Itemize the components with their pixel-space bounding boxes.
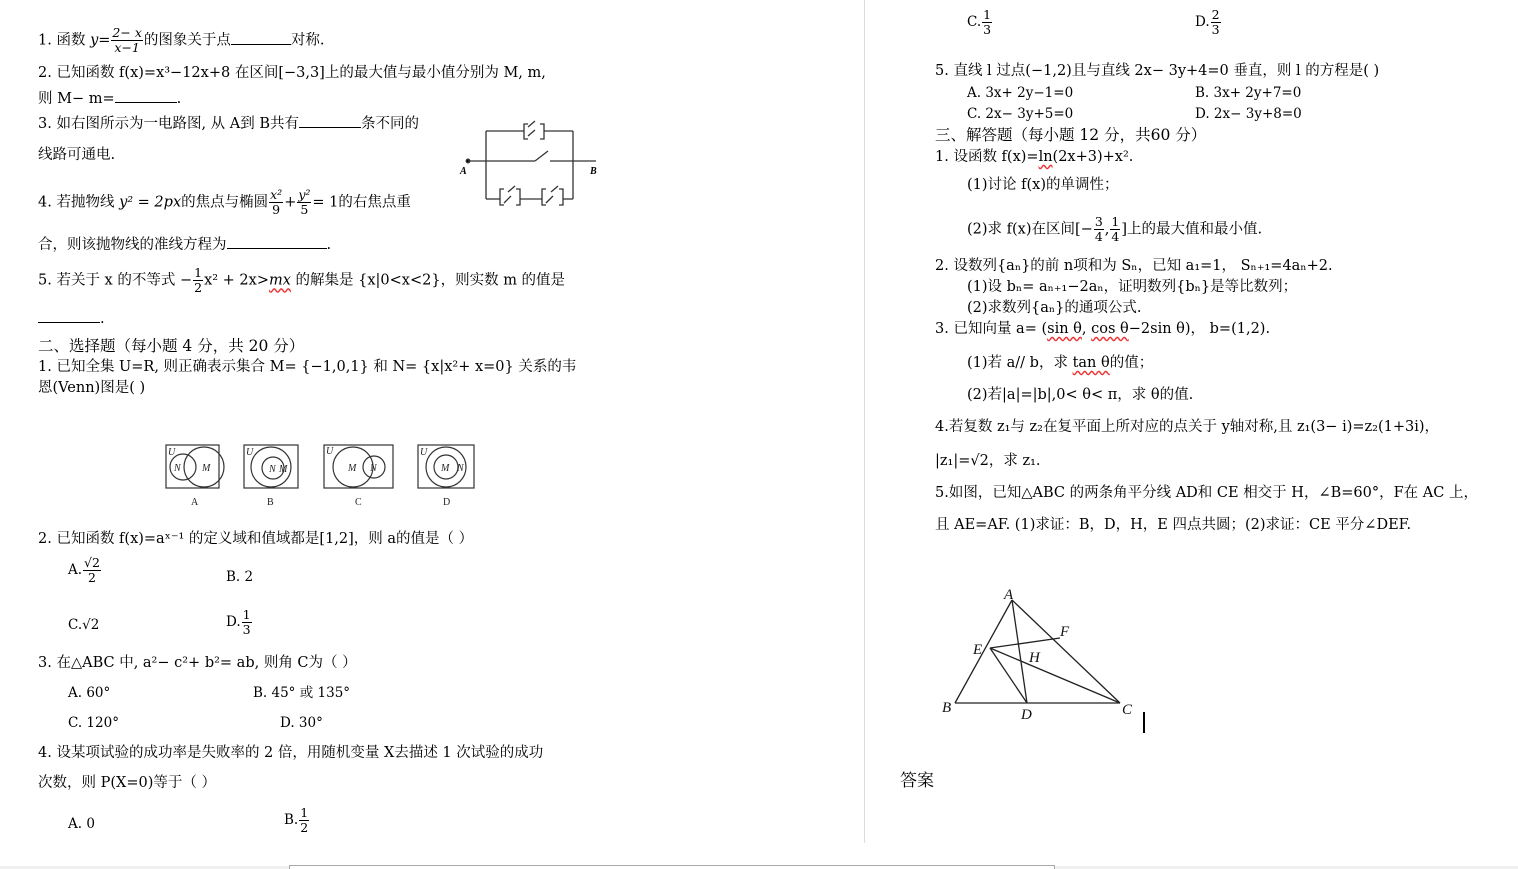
question-text: 的值； bbox=[1109, 355, 1154, 371]
answer-question-2: 2. 设数列{aₙ}的前 n项和为 Sₙ，已知 a₁=1， Sₙ₊₁=4aₙ+2. bbox=[935, 258, 1333, 274]
mc-2-option-a bbox=[68, 556, 102, 585]
venn-n-label: N bbox=[457, 463, 464, 474]
question-text: 的解集是 {x|0<x<2}，则实数 m 的值是 bbox=[290, 272, 566, 289]
fraction bbox=[1110, 215, 1120, 244]
fraction bbox=[1094, 215, 1104, 244]
question-text: (1)若 a// b，求 bbox=[967, 355, 1073, 371]
option-label: D. bbox=[226, 614, 241, 630]
option-label: D. bbox=[1195, 14, 1210, 30]
question-text: 1. 设函数 f(x)= bbox=[935, 149, 1039, 165]
mc-3-option-c: C. 120° bbox=[68, 715, 119, 731]
right-page bbox=[865, 0, 1518, 845]
venn-u-label: U bbox=[420, 447, 428, 458]
answer-question-3-part2: (2)若|a|=|b|,0< θ< π，求 θ的值. bbox=[967, 387, 1194, 403]
fraction-denominator: 4 bbox=[1094, 229, 1103, 244]
fill-question-2 bbox=[38, 64, 546, 82]
spellcheck-word: mx bbox=[268, 272, 291, 289]
fraction-numerator: 1 bbox=[242, 607, 251, 622]
mc-question-1-line2: 恩(Venn)图是( ) bbox=[38, 380, 146, 396]
venn-m-label: M bbox=[441, 463, 450, 474]
question-text: , bbox=[1104, 221, 1110, 238]
fraction-denominator: 4 bbox=[1111, 229, 1120, 244]
question-text: 已知函数 f(x)=x³−12x+8 在区间[−3,3]上的最大值与最小值分别为 M, m, bbox=[56, 65, 546, 81]
mc-3-option-a: A. 60° bbox=[68, 685, 111, 701]
mc-2-option-b: B. 2 bbox=[226, 569, 254, 585]
mc-4-option-d bbox=[1195, 8, 1222, 37]
fraction-denominator: 3 bbox=[983, 22, 992, 37]
fraction-denominator: 3 bbox=[1211, 22, 1220, 37]
question-number: 3. bbox=[38, 116, 52, 132]
mc-5-option-d: D. 2x− 3y+8=0 bbox=[1195, 106, 1302, 122]
math-var: y bbox=[90, 32, 99, 49]
question-text: 若关于 x 的不等式 − bbox=[56, 272, 193, 289]
fraction-numerator: x² bbox=[270, 187, 283, 202]
question-text: . bbox=[176, 91, 182, 107]
mc-2-option-d bbox=[226, 608, 253, 637]
fill-question-5-line2 bbox=[38, 310, 105, 328]
fraction bbox=[83, 556, 101, 585]
fraction bbox=[269, 188, 283, 217]
question-text: 线路可通电. bbox=[38, 147, 116, 163]
math-expression: x² + 2x> bbox=[204, 272, 269, 289]
vertex-label-b: B bbox=[942, 700, 952, 716]
section-3-heading: 三、解答题（每小题 12 分，共60 分） bbox=[935, 126, 1207, 144]
vertex-label-c: C bbox=[1122, 702, 1133, 718]
venn-option-d: D bbox=[443, 497, 451, 508]
question-text: (2x+3)+x². bbox=[1052, 149, 1134, 165]
question-text: 若抛物线 bbox=[56, 194, 120, 211]
question-number: 5. bbox=[38, 272, 52, 289]
spellcheck-word: tan θ bbox=[1072, 355, 1110, 371]
fraction-numerator: y² bbox=[298, 187, 311, 202]
fraction-numerator: 1 bbox=[194, 265, 203, 280]
venn-option-a: A bbox=[191, 497, 199, 508]
fraction-numerator: 1 bbox=[300, 805, 309, 820]
venn-m-label: M bbox=[279, 464, 288, 475]
mc-question-3: 3. 在△ABC 中, a²− c²+ b²= ab, 则角 C为（ ） bbox=[38, 655, 357, 671]
question-number: 2. bbox=[38, 65, 52, 81]
math-expression: = 1 bbox=[312, 194, 339, 211]
venn-n-label: N bbox=[174, 463, 181, 474]
spellcheck-word: cos θ bbox=[1091, 321, 1129, 337]
circuit-label-b: B bbox=[590, 166, 597, 177]
question-text: −2sin θ)， b=(1,2). bbox=[1128, 321, 1271, 337]
answer-blank bbox=[231, 32, 291, 45]
answer-blank bbox=[227, 236, 327, 249]
answer-question-5-line2: 且 AE=AF. (1)求证：B，D，H，E 四点共圆；(2)求证：CE 平分∠DEF. bbox=[935, 517, 1412, 533]
answer-heading: 答案 bbox=[900, 771, 934, 791]
question-text: 条不同的 bbox=[361, 116, 420, 132]
question-text: . bbox=[100, 311, 105, 327]
fraction bbox=[297, 188, 311, 217]
mc-5-option-b: B. 3x+ 2y+7=0 bbox=[1195, 85, 1302, 101]
mc-question-5: 5. 直线 l 过点(−1,2)且与直线 2x− 3y+4=0 垂直，则 l 的方程是( ) bbox=[935, 63, 1380, 79]
fraction bbox=[111, 26, 142, 55]
question-number: 1. bbox=[38, 32, 52, 49]
question-text: 合，则该抛物线的准线方程为 bbox=[38, 237, 227, 253]
horizontal-scrollbar-thumb[interactable] bbox=[289, 865, 1055, 869]
fill-question-4-line2 bbox=[38, 236, 331, 254]
mc-question-1: 1. 已知全集 U=R, 则正确表示集合 M= {−1,0,1} 和 N= {x|x²+ x=0} 关系的韦 bbox=[38, 359, 577, 375]
fraction-denominator: x−1 bbox=[114, 40, 140, 55]
fill-question-3 bbox=[38, 115, 419, 133]
answer-question-5: 5.如图，已知△ABC 的两条角平分线 AD和 CE 相交于 H，∠B=60°，F在 AC 上， bbox=[935, 485, 1478, 501]
question-text: 的焦点与椭圆 bbox=[181, 194, 269, 211]
answer-question-2-part2: (2)求数列{aₙ}的通项公式. bbox=[967, 300, 1142, 316]
fraction-denominator: 5 bbox=[300, 202, 309, 217]
fraction bbox=[193, 266, 203, 295]
math-expression: y² = 2px bbox=[119, 194, 182, 211]
fraction-numerator: 1 bbox=[983, 7, 992, 22]
circuit-label-a: A bbox=[460, 166, 467, 177]
answer-blank bbox=[115, 90, 177, 103]
fraction-denominator: 2 bbox=[300, 820, 309, 835]
venn-m-label: M bbox=[348, 463, 357, 474]
vertex-label-f: F bbox=[1060, 624, 1070, 640]
question-text: , bbox=[1081, 321, 1092, 337]
question-number: 4. bbox=[38, 194, 52, 211]
mc-question-4: 4. 设某项试验的成功率是失败率的 2 倍，用随机变量 X去描述 1 次试验的成功 bbox=[38, 745, 544, 761]
answer-blank bbox=[38, 310, 100, 323]
triangle-figure bbox=[935, 585, 1165, 725]
section-2-heading: 二、选择题（每小题 4 分，共 20 分） bbox=[38, 337, 305, 355]
question-text: (2)求 f(x)在区间[− bbox=[967, 221, 1093, 238]
mc-4-option-b bbox=[284, 806, 310, 835]
vertex-label-a: A bbox=[1004, 587, 1014, 603]
venn-m-label: M bbox=[202, 463, 211, 474]
fraction-numerator: 3 bbox=[1094, 214, 1103, 229]
text-cursor bbox=[1143, 712, 1145, 733]
fraction-numerator: 2 bbox=[1211, 7, 1220, 22]
mc-3-option-b: B. 45° 或 135° bbox=[253, 685, 351, 701]
question-text: 的右焦点重 bbox=[338, 194, 411, 211]
question-text: 的图象关于点 bbox=[143, 32, 231, 49]
math-op: + bbox=[284, 194, 297, 211]
circuit-diagram bbox=[458, 116, 603, 214]
venn-u-label: U bbox=[246, 447, 254, 458]
mc-3-option-d: D. 30° bbox=[280, 715, 323, 731]
mc-question-2: 2. 已知函数 f(x)=aˣ⁻¹ 的定义域和值域都是[1,2]，则 a的值是（ ） bbox=[38, 531, 474, 547]
fraction-numerator: 1 bbox=[1111, 214, 1120, 229]
question-text: 3. 已知向量 a= ( bbox=[935, 321, 1048, 337]
spellcheck-word: ln bbox=[1038, 149, 1053, 165]
venn-option-b: B bbox=[267, 497, 274, 508]
answer-question-4: 4.若复数 z₁与 z₂在复平面上所对应的点关于 y轴对称,且 z₁(3− i)=z₂(1+3i)， bbox=[935, 419, 1440, 435]
question-text: 函数 bbox=[56, 32, 91, 49]
question-text: 对称. bbox=[290, 32, 325, 49]
question-text: 如右图所示为一电路图, 从 A到 B共有 bbox=[56, 116, 300, 132]
fill-question-2-line2 bbox=[38, 90, 181, 108]
fraction-denominator: 9 bbox=[272, 202, 281, 217]
question-text: ]上的最大值和最小值. bbox=[1121, 221, 1263, 238]
fraction-denominator: 2 bbox=[88, 570, 96, 585]
fraction-numerator: 2− x bbox=[112, 25, 142, 40]
mc-5-option-a: A. 3x+ 2y−1=0 bbox=[967, 85, 1074, 101]
answer-question-3-part1 bbox=[967, 354, 1153, 372]
fraction bbox=[982, 8, 992, 37]
math-eq: = bbox=[98, 32, 111, 49]
fraction-denominator: 3 bbox=[242, 622, 251, 637]
venn-n-label: N bbox=[269, 464, 276, 475]
vertex-label-h: H bbox=[1029, 650, 1040, 666]
mc-question-4-line2: 次数，则 P(X=0)等于（ ） bbox=[38, 775, 216, 791]
fraction-denominator: 2 bbox=[194, 280, 203, 295]
answer-question-1 bbox=[935, 148, 1133, 166]
answer-blank bbox=[299, 115, 361, 128]
fraction bbox=[242, 608, 252, 637]
option-label: B. bbox=[284, 812, 299, 828]
option-label: A. bbox=[68, 562, 83, 578]
venn-u-label: U bbox=[326, 446, 334, 457]
question-text: 则 M− m= bbox=[38, 91, 115, 107]
answer-question-2-part1: (1)设 bₙ= aₙ₊₁−2aₙ，证明数列{bₙ}是等比数列； bbox=[967, 279, 1298, 295]
mc-5-option-c: C. 2x− 3y+5=0 bbox=[967, 106, 1074, 122]
answer-question-4-line2: |z₁|=√2，求 z₁. bbox=[935, 453, 1041, 469]
answer-question-1-part2 bbox=[967, 215, 1262, 244]
fill-question-3-line2 bbox=[38, 146, 115, 164]
venn-u-label: U bbox=[168, 447, 176, 458]
mc-4-option-a: A. 0 bbox=[68, 816, 95, 832]
mc-2-option-c bbox=[68, 616, 99, 634]
fill-question-4 bbox=[38, 188, 411, 217]
fraction bbox=[1211, 8, 1221, 37]
answer-question-1-part1: (1)讨论 f(x)的单调性； bbox=[967, 177, 1119, 193]
answer-question-3 bbox=[935, 320, 1270, 338]
option-value: √2 bbox=[82, 617, 100, 633]
option-label: C. bbox=[967, 14, 982, 30]
question-text: . bbox=[326, 237, 332, 253]
option-label: C. bbox=[68, 617, 83, 633]
fraction-numerator: √2 bbox=[84, 555, 100, 570]
fill-question-1 bbox=[38, 26, 324, 55]
spellcheck-word: sin θ bbox=[1047, 321, 1082, 337]
vertex-label-d: D bbox=[1021, 707, 1032, 723]
venn-option-c: C bbox=[355, 497, 362, 508]
fill-question-5 bbox=[38, 266, 565, 295]
vertex-label-e: E bbox=[973, 642, 983, 658]
mc-4-option-c bbox=[967, 8, 993, 37]
fraction bbox=[299, 806, 309, 835]
venn-diagrams bbox=[160, 440, 485, 512]
venn-n-label: N bbox=[370, 463, 377, 474]
